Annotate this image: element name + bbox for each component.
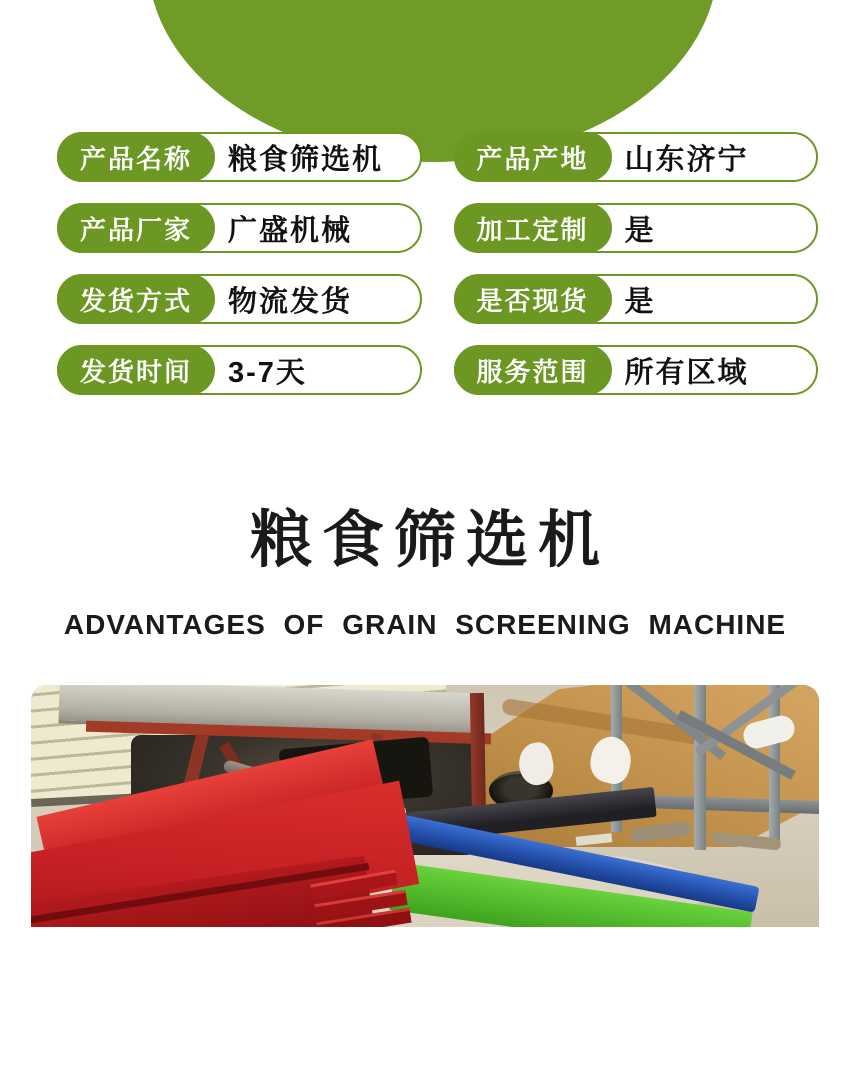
section-title-chinese: 粮食筛选机: [249, 506, 610, 575]
spec-label: 加工定制: [454, 203, 612, 253]
spec-value: 3-7天: [228, 356, 307, 389]
spec-label: 服务范围: [454, 345, 612, 395]
spec-badge: [454, 274, 819, 324]
spec-badge: [57, 132, 422, 182]
product-photo: [31, 685, 819, 927]
spec-value: 物流发货: [228, 285, 353, 318]
spec-badge: [57, 345, 422, 395]
spec-label: 发货时间: [57, 345, 215, 395]
spec-label: 产品产地: [454, 132, 612, 182]
spec-label: 是否现货: [454, 274, 612, 324]
product-spec-grid: [57, 132, 818, 395]
spec-badge: [57, 274, 422, 324]
spec-badge: [57, 203, 422, 253]
spec-label: 产品名称: [57, 132, 215, 182]
spec-label: 产品厂家: [57, 203, 215, 253]
spec-value: 所有区域: [624, 356, 749, 389]
spec-value: 山东济宁: [624, 143, 749, 176]
section-title-english: ADVANTAGES OF GRAIN SCREENING MACHINE: [63, 609, 787, 641]
spec-value: 是: [624, 285, 656, 318]
spec-label: 发货方式: [57, 274, 215, 324]
spec-value: 是: [624, 214, 656, 247]
spec-badge: [454, 132, 819, 182]
photo-steel-frame-post: [694, 685, 706, 850]
spec-badge: [454, 345, 819, 395]
spec-value: 粮食筛选机: [228, 143, 384, 176]
spec-value: 广盛机械: [228, 214, 353, 247]
spec-badge: [454, 203, 819, 253]
